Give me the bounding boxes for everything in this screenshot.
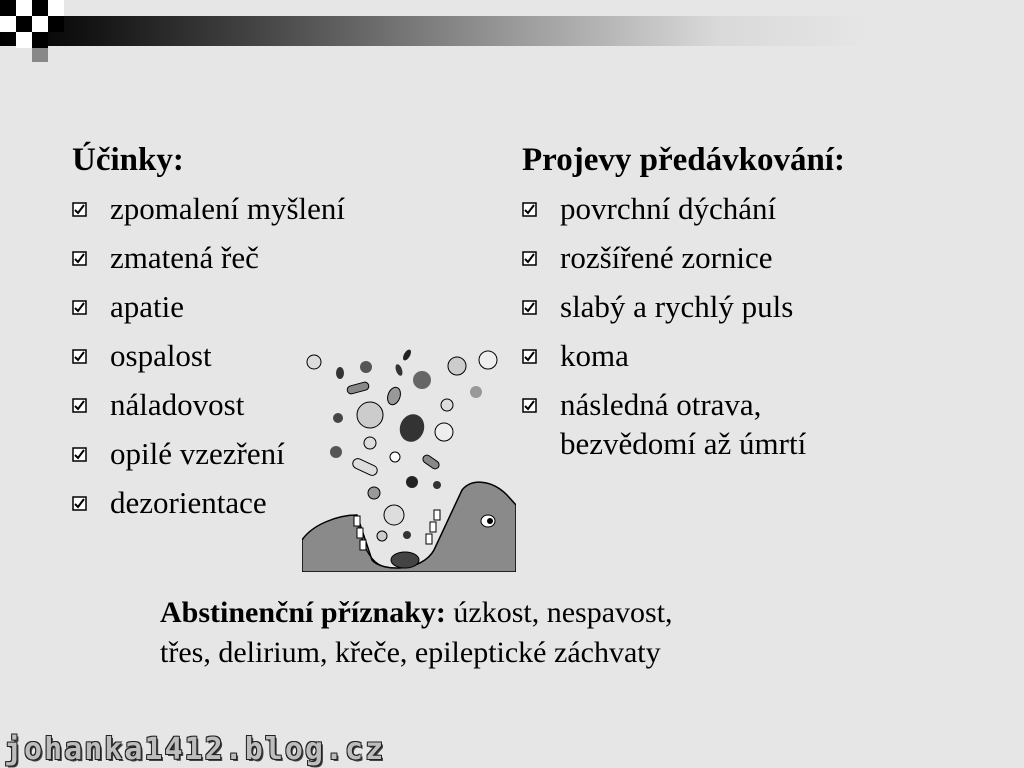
checkbox-checked-icon bbox=[72, 398, 87, 413]
effect-text: náladovost bbox=[110, 387, 245, 422]
overdose-list bbox=[522, 189, 1002, 463]
effect-text: opilé vzezření bbox=[110, 436, 285, 471]
effect-text: zmatená řeč bbox=[110, 240, 259, 275]
list-item bbox=[522, 189, 1002, 228]
checkbox-checked-icon bbox=[522, 349, 537, 364]
overdose-text: povrchní dýchání bbox=[560, 191, 777, 226]
overdose-text-multiline bbox=[560, 385, 806, 463]
abstinence-text-line2: třes, delirium, křeče, epileptické záchvaty bbox=[160, 636, 661, 669]
checkbox-checked-icon bbox=[522, 300, 537, 315]
checkbox-checked-icon bbox=[72, 251, 87, 266]
checkbox-checked-icon bbox=[72, 349, 87, 364]
checkbox-checked-icon bbox=[72, 300, 87, 315]
abstinence-label: Abstinenční příznaky: bbox=[160, 596, 446, 629]
list-item bbox=[522, 287, 1002, 326]
effect-text: ospalost bbox=[110, 338, 212, 373]
overdose-line2: bezvědomí až úmrtí bbox=[560, 426, 807, 461]
overdose-line1: následná otrava, bbox=[560, 387, 762, 422]
effect-text: zpomalení myšlení bbox=[110, 191, 346, 226]
overdose-section bbox=[522, 140, 1002, 473]
overdose-heading: Projevy předávkování: bbox=[522, 142, 845, 178]
overdose-text: rozšířené zornice bbox=[560, 240, 773, 275]
effect-text: apatie bbox=[110, 289, 185, 324]
checkbox-checked-icon bbox=[522, 398, 537, 413]
list-item bbox=[72, 189, 492, 228]
list-item bbox=[522, 336, 1002, 375]
abstinence-text-line1: úzkost, nespavost, bbox=[445, 596, 673, 629]
checkbox-checked-icon bbox=[72, 447, 87, 462]
checkbox-checked-icon bbox=[72, 202, 87, 217]
watermark: johanka1412.blog.cz bbox=[4, 732, 386, 767]
effect-text: dezorientace bbox=[110, 485, 267, 520]
effects-heading: Účinky: bbox=[72, 142, 184, 178]
pills-falling-into-mouth-illustration bbox=[302, 340, 516, 572]
header-checker-pattern bbox=[0, 0, 80, 62]
header-gradient-band bbox=[0, 16, 1024, 46]
list-item bbox=[72, 238, 492, 277]
overdose-text: slabý a rychlý puls bbox=[560, 289, 794, 324]
list-item bbox=[72, 287, 492, 326]
list-item bbox=[522, 385, 1002, 463]
checkbox-checked-icon bbox=[72, 496, 87, 511]
checkbox-checked-icon bbox=[522, 202, 537, 217]
checkbox-checked-icon bbox=[522, 251, 537, 266]
list-item bbox=[522, 238, 1002, 277]
overdose-text: koma bbox=[560, 338, 629, 373]
abstinence-paragraph bbox=[160, 593, 880, 673]
